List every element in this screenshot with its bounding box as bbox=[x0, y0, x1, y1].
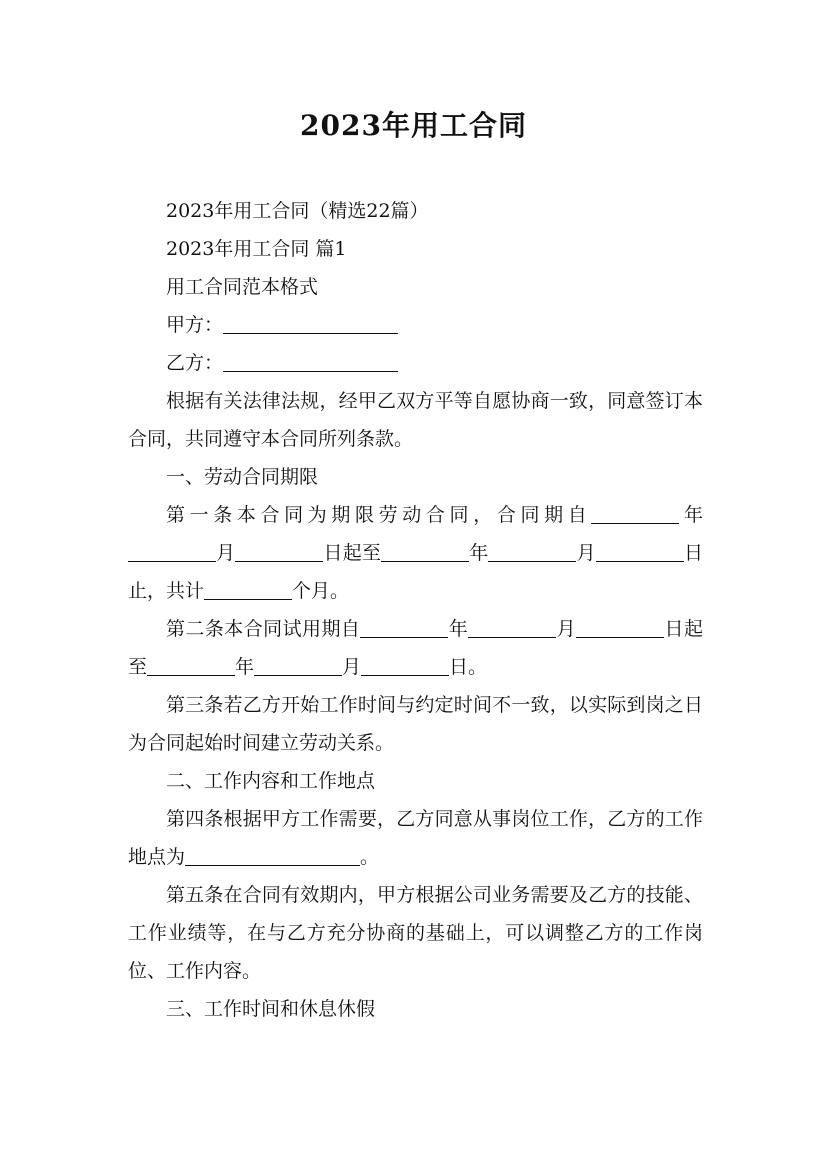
article-2-text: 第二条本合同试用期自 bbox=[166, 618, 361, 640]
month-label: 月 bbox=[576, 542, 596, 564]
article-4-text: 第四条根据甲方工作需要，乙方同意从事岗位工作，乙方的工作地点为 bbox=[128, 808, 703, 868]
until-label: 日止，共计 bbox=[128, 542, 703, 602]
paragraph-preamble: 根据有关法律法规，经甲乙双方平等自愿协商一致，同意签订本合同，共同遵守本合同所列条款。 bbox=[128, 390, 703, 450]
blank[interactable] bbox=[361, 655, 449, 676]
article-3: 第三条若乙方开始工作时间与约定时间不一致，以实际到岗之日为合同起始时间建立劳动关系。 bbox=[128, 694, 703, 754]
from-label: 日起至 bbox=[128, 618, 703, 678]
party-b-line bbox=[128, 344, 703, 382]
blank[interactable] bbox=[591, 503, 679, 524]
blank[interactable] bbox=[360, 617, 448, 638]
workplace-blank[interactable] bbox=[185, 845, 360, 866]
paragraph-chapter: 2023年用工合同 篇1 bbox=[166, 238, 347, 260]
blank[interactable] bbox=[596, 541, 684, 562]
party-a-blank[interactable] bbox=[223, 313, 398, 334]
period: 。 bbox=[360, 846, 380, 868]
year-label: 年 bbox=[469, 542, 489, 564]
party-b-blank[interactable] bbox=[223, 351, 398, 372]
blank[interactable] bbox=[254, 655, 342, 676]
blank[interactable] bbox=[488, 541, 576, 562]
year-label: 年 bbox=[679, 504, 703, 526]
blank[interactable] bbox=[235, 541, 323, 562]
party-a-line bbox=[128, 306, 703, 344]
months-label: 个月。 bbox=[292, 580, 350, 602]
section-heading-2: 二、工作内容和工作地点 bbox=[166, 770, 376, 792]
month-label: 月 bbox=[342, 656, 362, 678]
article-1-text: 第一条本合同为期限劳动合同，合同期自 bbox=[166, 504, 592, 526]
article-2 bbox=[128, 610, 703, 686]
month-label: 月 bbox=[556, 618, 577, 640]
section-heading-3: 三、工作时间和休息休假 bbox=[166, 998, 376, 1020]
section-heading-1: 一、劳动合同期限 bbox=[166, 466, 319, 488]
party-a-label: 甲方： bbox=[166, 314, 224, 336]
year-label: 年 bbox=[448, 618, 469, 640]
from-label: 日起至 bbox=[323, 542, 382, 564]
day-end-label: 日。 bbox=[449, 656, 488, 678]
blank[interactable] bbox=[468, 617, 556, 638]
blank[interactable] bbox=[576, 617, 664, 638]
document-body bbox=[128, 192, 703, 1028]
document-title: 2023年用工合同 bbox=[300, 109, 527, 142]
party-b-label: 乙方： bbox=[166, 352, 224, 374]
blank[interactable] bbox=[381, 541, 469, 562]
paragraph-template-heading: 用工合同范本格式 bbox=[166, 276, 319, 298]
article-4 bbox=[128, 800, 703, 876]
article-5: 第五条在合同有效期内，甲方根据公司业务需要及乙方的技能、工作业绩等，在与乙方充分协商的基础上，可以调整乙方的工作岗位、工作内容。 bbox=[128, 884, 703, 982]
blank[interactable] bbox=[128, 541, 216, 562]
blank[interactable] bbox=[204, 579, 292, 600]
article-1 bbox=[128, 496, 703, 610]
blank[interactable] bbox=[147, 655, 235, 676]
paragraph-subtitle: 2023年用工合同（精选22篇） bbox=[166, 200, 429, 222]
year-label: 年 bbox=[235, 656, 255, 678]
month-label: 月 bbox=[216, 542, 236, 564]
